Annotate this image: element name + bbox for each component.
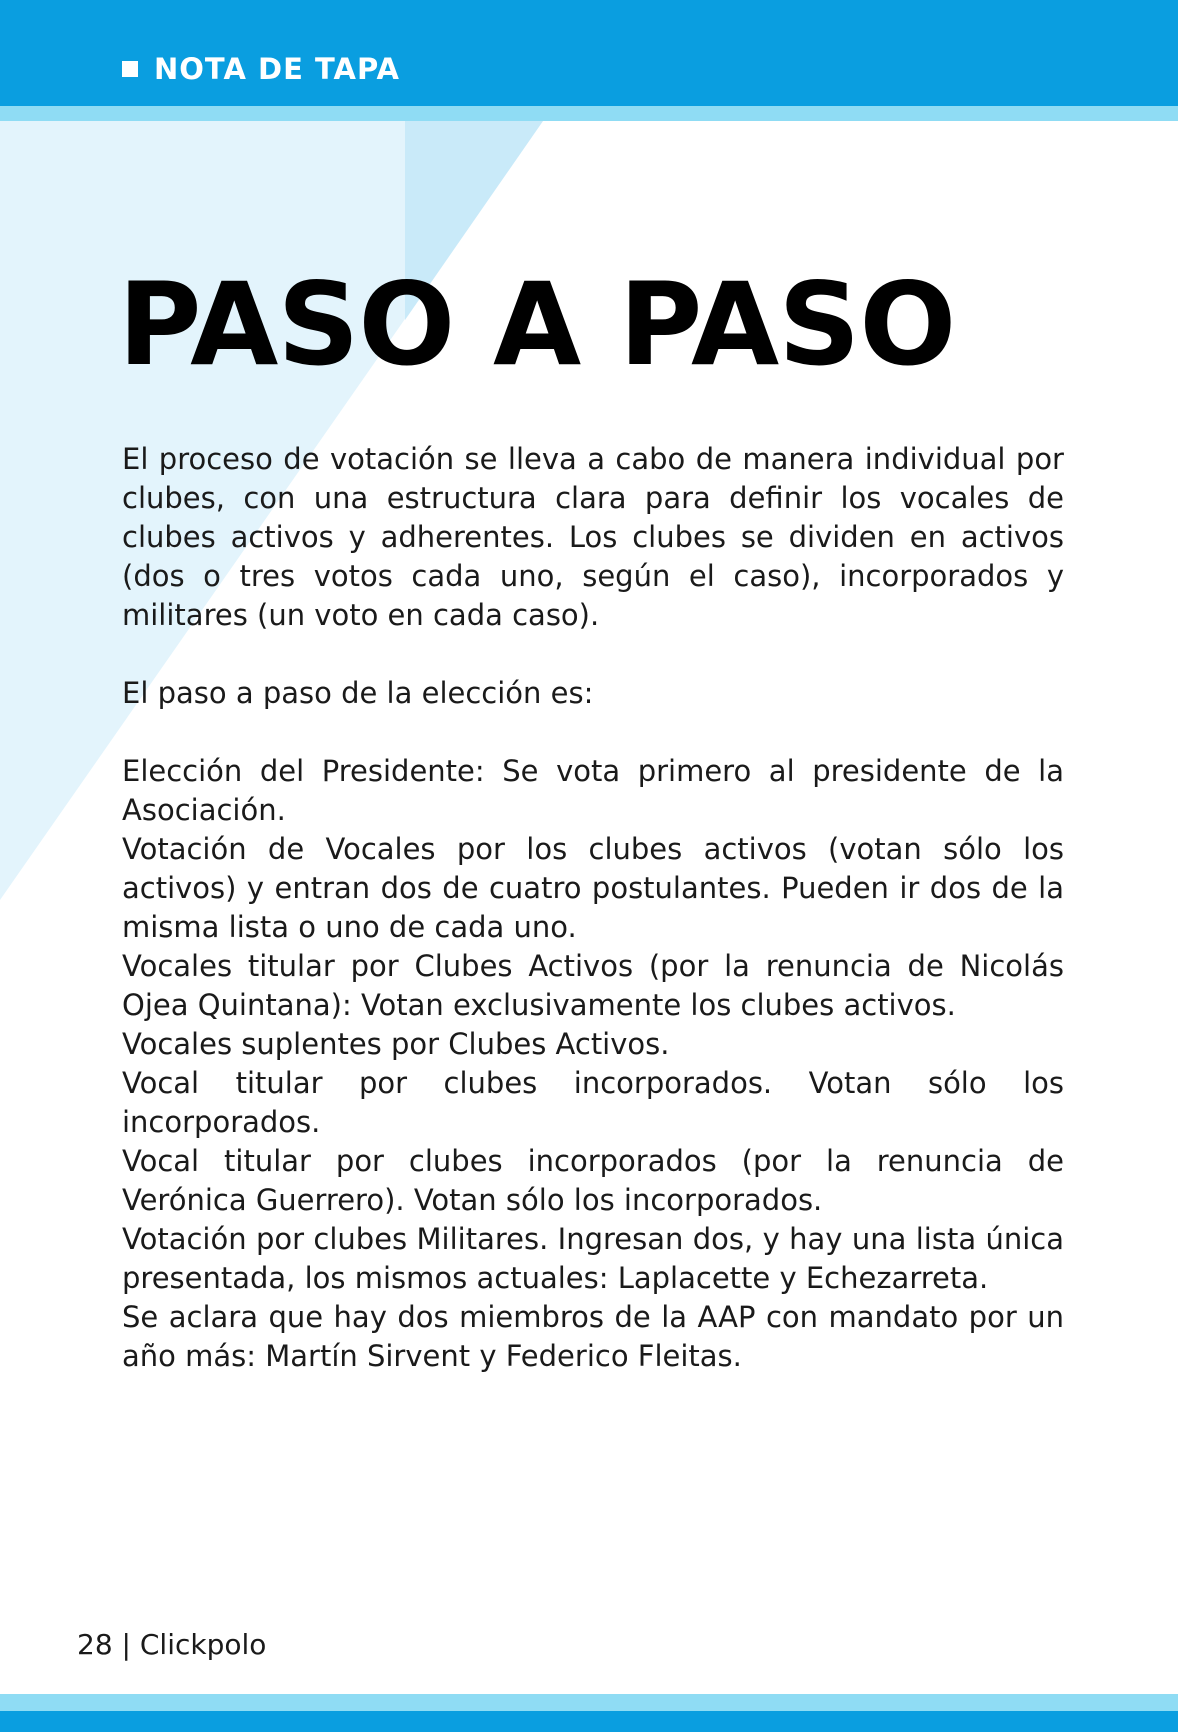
square-bullet-icon <box>122 61 138 77</box>
intro-paragraph: El proceso de votación se lleva a cabo de manera individual por clubes, con una estructura clara para definir los vocales de clubes activos y adherentes. Los clubes se dividen en activos (dos o tres votos cada uno, según el caso), incorporados y militares (un voto en cada caso). <box>122 442 1064 632</box>
step-item: Votación de Vocales por los clubes activos (votan sólo los activos) y entran dos de cuatro postulantes. Pueden ir dos de la misma lista o uno de cada uno. <box>122 832 1064 944</box>
footer-stripe <box>0 1694 1178 1711</box>
section-label-text: NOTA DE TAPA <box>154 52 400 86</box>
footer-bar <box>0 1711 1178 1732</box>
step-item: Se aclara que hay dos miembros de la AAP con mandato por un año más: Martín Sirvent y Federico Fleitas. <box>122 1300 1064 1373</box>
section-label <box>122 52 400 86</box>
page-footer: 28 | Clickpolo <box>77 1628 267 1661</box>
step-item: Votación por clubes Militares. Ingresan dos, y hay una lista única presentada, los mismos actuales: Laplacette y Echezarreta. <box>122 1222 1064 1295</box>
step-item: Elección del Presidente: Se vota primero al presidente de la Asociación. <box>122 754 1064 827</box>
step-item: Vocales titular por Clubes Activos (por la renuncia de Nicolás Ojea Quintana): Votan exclusivamente los clubes activos. <box>122 949 1064 1022</box>
article-title: PASO A PASO <box>118 258 956 391</box>
step-item: Vocal titular por clubes incorporados (por la renuncia de Verónica Guerrero). Votan sólo los incorporados. <box>122 1144 1064 1217</box>
article-body <box>122 440 1064 1376</box>
step-item: Vocales suplentes por Clubes Activos. <box>122 1027 670 1061</box>
steps-lead: El paso a paso de la elección es: <box>122 676 594 710</box>
step-item: Vocal titular por clubes incorporados. Votan sólo los incorporados. <box>122 1066 1064 1139</box>
header-stripe <box>0 106 1178 121</box>
